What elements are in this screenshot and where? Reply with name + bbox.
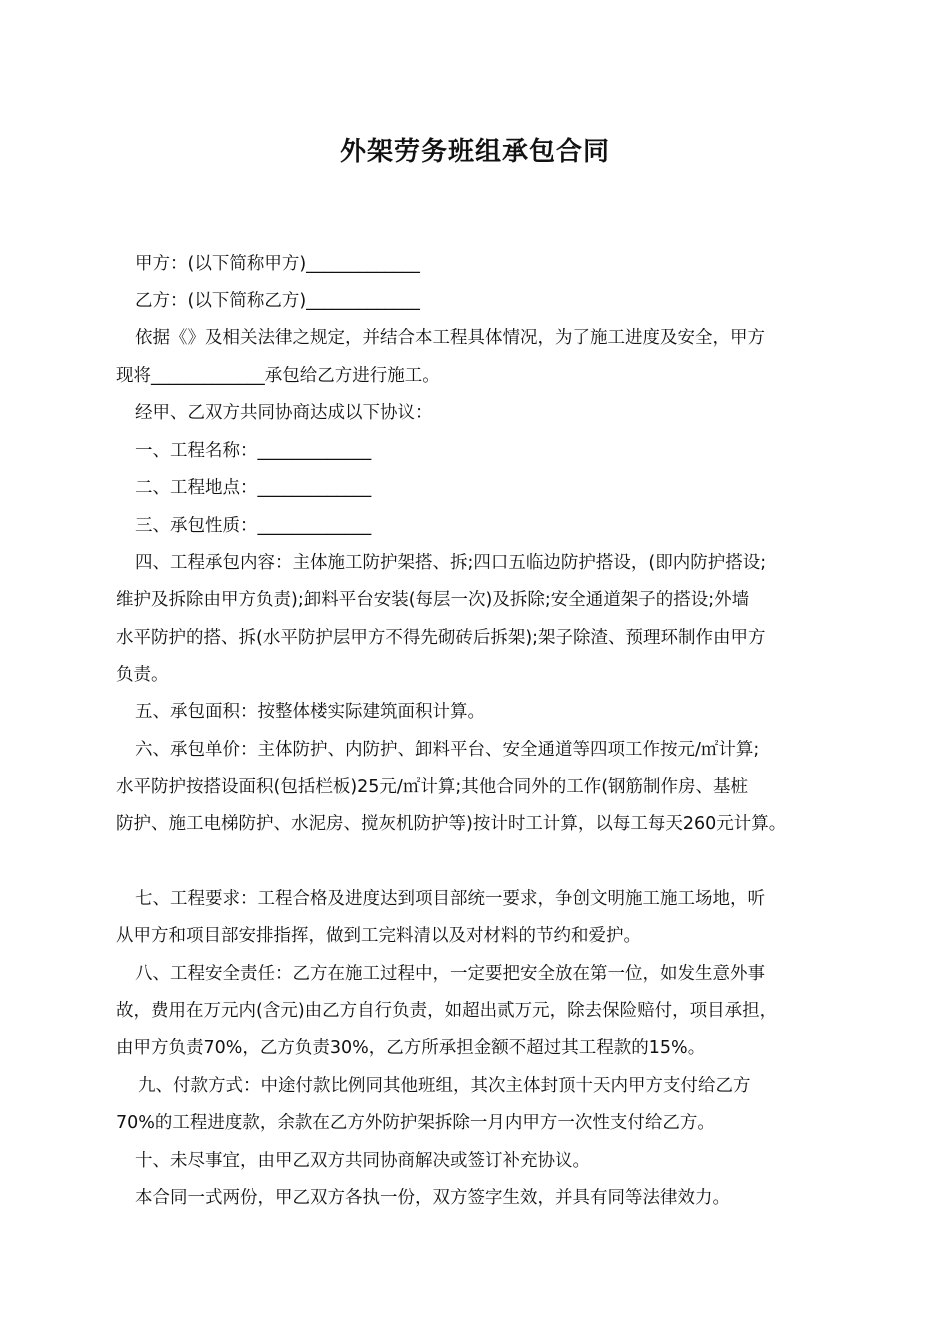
clause-misc: 十、未尽事宜，由甲乙双方共同协商解决或签订补充协议。 bbox=[135, 1151, 590, 1171]
party-b-line: 乙方：(以下简称乙方)_____________ bbox=[135, 291, 420, 311]
clause-requirements-line-1: 七、工程要求：工程合格及进度达到项目部统一要求，争创文明施工施工场地，听 bbox=[135, 889, 765, 909]
clause-safety-line-3: 由甲方负责70%，乙方负责30%，乙方所承担金额不超过其工程款的15%。 bbox=[116, 1038, 706, 1058]
document-title: 外架劳务班组承包合同 bbox=[339, 137, 610, 167]
clause-scope-line-4: 负责。 bbox=[116, 665, 169, 685]
clause-safety-line-2: 故，费用在万元内(含元)由乙方自行负责，如超出贰万元，除去保险赔付，项目承担， bbox=[116, 1001, 778, 1021]
clause-scope-line-3: 水平防护的搭、拆(水平防护层甲方不得先砌砖后拆架);架子除渣、预理环制作由甲方 bbox=[116, 628, 766, 648]
clause-payment-line-2: 70%的工程进度款，余款在乙方外防护架拆除一月内甲方一次性支付给乙方。 bbox=[116, 1113, 715, 1133]
preamble-line-2: 现将_____________承包给乙方进行施工。 bbox=[116, 366, 440, 386]
clause-price-line-2: 水平防护按搭设面积(包括栏板)25元/㎡计算;其他合同外的工作(钢筋制作房、基桩 bbox=[116, 777, 749, 797]
clause-scope-line-2: 维护及拆除由甲方负责);卸料平台安装(每层一次)及拆除;安全通道架子的搭设;外墙 bbox=[116, 590, 750, 610]
clause-area: 五、承包面积：按整体楼实际建筑面积计算。 bbox=[135, 702, 485, 722]
clause-requirements-line-2: 从甲方和项目部安排指挥，做到工完料清以及对材料的节约和爱护。 bbox=[116, 926, 641, 946]
clause-project-location: 二、工程地点：_____________ bbox=[135, 478, 372, 498]
clause-price-line-3: 防护、施工电梯防护、水泥房、搅灰机防护等)按计时工计算，以每工每天260元计算。 bbox=[116, 814, 787, 834]
clause-scope-line-1: 四、工程承包内容：主体施工防护架搭、拆;四口五临边防护搭设，(即内防护搭设; bbox=[135, 553, 767, 573]
agreement-intro: 经甲、乙双方共同协商达成以下协议： bbox=[135, 403, 433, 423]
clause-safety-line-1: 八、工程安全责任：乙方在施工过程中，一定要把安全放在第一位，如发生意外事 bbox=[135, 964, 765, 984]
clause-contract-nature: 三、承包性质：_____________ bbox=[135, 516, 372, 536]
party-a-line: 甲方：(以下简称甲方)_____________ bbox=[135, 254, 420, 274]
clause-project-name: 一、工程名称：_____________ bbox=[135, 441, 372, 461]
preamble-line-1: 依据《》及相关法律之规定，并结合本工程具体情况，为了施工进度及安全，甲方 bbox=[135, 328, 765, 348]
clause-price-line-1: 六、承包单价：主体防护、内防护、卸料平台、安全通道等四项工作按元/㎡计算; bbox=[135, 740, 760, 760]
clause-payment-line-1: 九、付款方式：中途付款比例同其他班组，其次主体封顶十天内甲方支付给乙方 bbox=[138, 1076, 751, 1096]
closing-statement: 本合同一式两份，甲乙双方各执一份，双方签字生效，并具有同等法律效力。 bbox=[135, 1188, 730, 1208]
